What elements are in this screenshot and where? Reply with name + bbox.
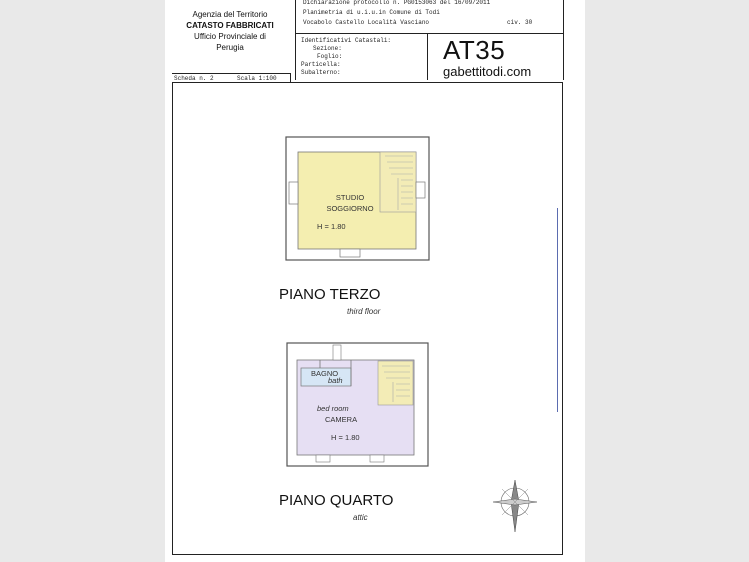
third-floor-window-left: [289, 182, 298, 204]
fourth-floor-window-bottom-right: [370, 455, 384, 462]
declaration-line-3: Vocabolo Castello Località Vasciano: [303, 19, 430, 26]
identifier-sezione: Sezione:: [313, 45, 342, 52]
fourth-floor-title: PIANO QUARTO: [279, 492, 394, 509]
office-line-2: CATASTO FABBRICATI: [186, 21, 274, 30]
identifier-particella: Particella:: [301, 61, 341, 68]
studio-label: STUDIO: [335, 193, 365, 202]
declaration-line-2: Planimetria di u.i.u.in Comune di Todi: [303, 9, 440, 16]
floor-plans: [165, 0, 585, 562]
office-line-1: Agenzia del Territorio: [192, 10, 268, 19]
bath-label: bath: [328, 376, 343, 385]
identifier-foglio: Foglio:: [317, 53, 343, 60]
agency-reference: AT35: [443, 35, 506, 65]
agency-website: gabettitodi.com: [443, 64, 532, 79]
chimney-notch: [333, 345, 341, 360]
scheda-number: Scheda n. 2: [174, 75, 214, 82]
declaration-civ: civ. 30: [507, 19, 533, 26]
cadastral-sheet: [165, 0, 585, 562]
identifier-subalterno: Subalterno:: [301, 69, 341, 76]
third-floor-title: PIANO TERZO: [279, 286, 381, 303]
camera-label: CAMERA: [325, 415, 358, 424]
fourth-floor-subtitle: attic: [353, 513, 368, 522]
bagno-label: BAGNO: [311, 369, 339, 378]
office-line-3: Ufficio Provinciale di: [194, 32, 266, 41]
soggiorno-label: SOGGIORNO: [326, 204, 374, 213]
declaration-line-1: Dichiarazione protocollo n. PG0153063 del 16/09/2011: [303, 0, 491, 6]
fourth-floor-window-bottom-left: [316, 455, 330, 462]
third-floor-window-right: [416, 182, 425, 198]
bedroom-label: bed room: [317, 404, 349, 413]
third-floor-subtitle: third floor: [347, 307, 381, 316]
scheda-scale: Scala 1:100: [237, 75, 277, 82]
camera-height-label: H = 1.80: [331, 433, 360, 442]
compass-rose: [493, 480, 537, 532]
fourth-floor-stairs: [378, 361, 413, 405]
studio-height-label: H = 1.80: [317, 222, 346, 231]
office-line-4: Perugia: [216, 43, 244, 52]
third-floor-window-bottom: [340, 249, 360, 257]
identifiers-title: Identificativi Catastali:: [301, 37, 392, 44]
